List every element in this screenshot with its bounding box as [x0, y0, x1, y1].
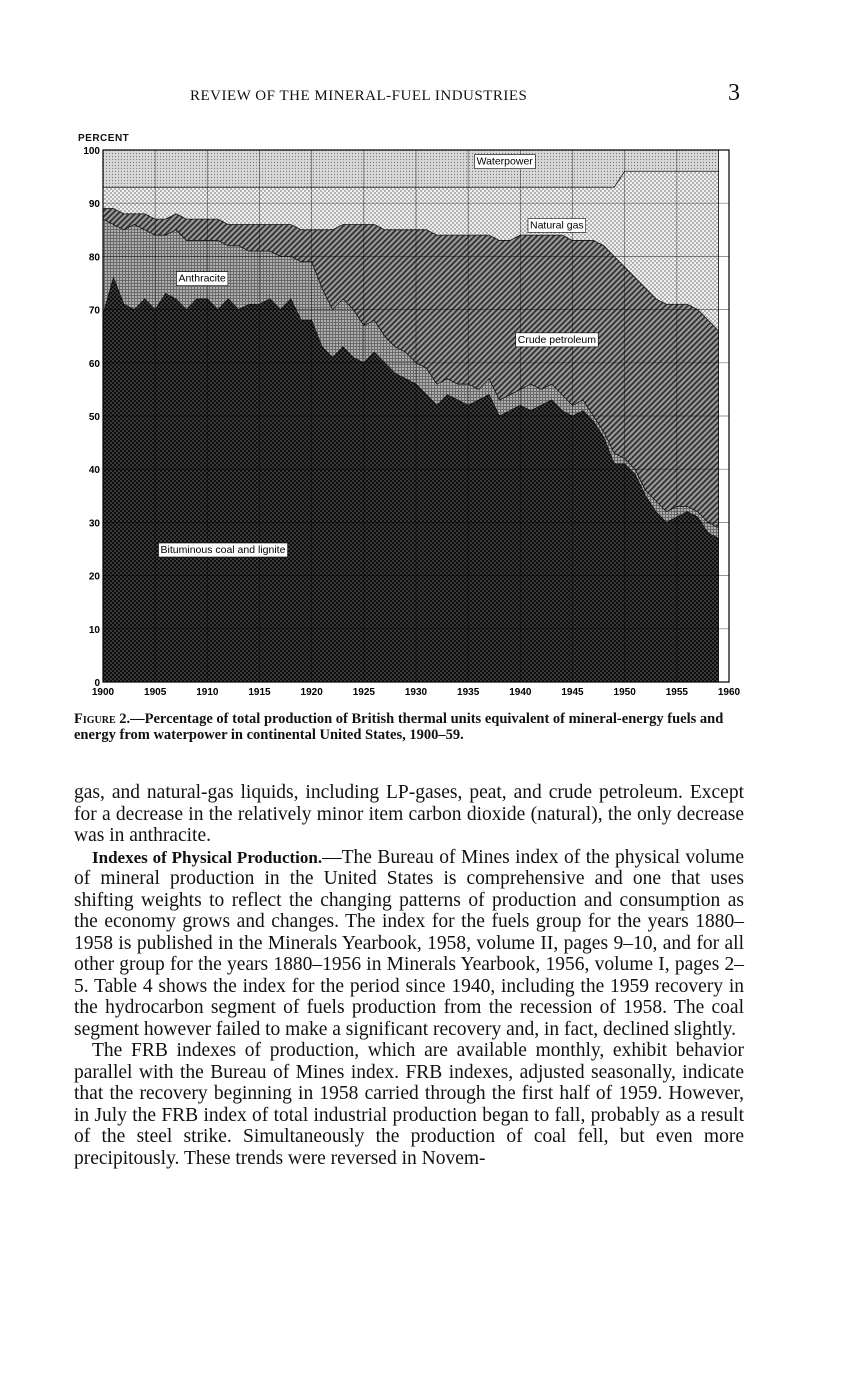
y-tick-label: 20: [88, 571, 100, 583]
figure-caption: [74, 711, 744, 743]
y-tick-label: 10: [88, 624, 100, 636]
y-tick-label: 60: [88, 358, 100, 370]
series-label: [159, 543, 288, 557]
y-tick-label: 100: [83, 146, 100, 157]
page-number: 3: [728, 80, 740, 106]
x-tick-label: 1925: [352, 687, 375, 698]
paragraph-3: The FRB indexes of production, which are available monthly, exhibit behavior parallel with the Bureau of Mines index. FRB indexes, adjusted seasonally, indicate that the recovery beginning in 1958 carried through the first half of 1959. However, in July the FRB index of total industrial production began to fall, probably as a result of the steel strike. Simultaneously the production of coal fell, but even more precipitously. These trends were reversed in Novem-: [74, 1040, 744, 1169]
y-tick-label: 30: [88, 518, 100, 530]
series-label-text: Natural gas: [529, 219, 584, 232]
y-tick-label: 50: [88, 412, 100, 423]
x-tick-label: 1940: [509, 687, 532, 698]
body-text: [74, 782, 744, 1169]
series-label-text: Bituminous coal and lignite: [160, 544, 286, 556]
x-tick-label: 1935: [457, 687, 480, 698]
x-tick-label: 1960: [717, 687, 741, 698]
running-head: REVIEW OF THE MINERAL-FUEL INDUSTRIES: [190, 88, 528, 104]
energy-share-chart: [66, 140, 766, 700]
x-tick-label: 1945: [561, 687, 584, 698]
x-tick-label: 1955: [665, 687, 688, 698]
x-tick-label: 1950: [613, 687, 636, 698]
y-tick-label: 0: [94, 678, 100, 689]
y-tick-label: 80: [88, 252, 100, 264]
y-tick-label: 70: [88, 305, 100, 317]
x-tick-label: 1915: [248, 687, 271, 698]
page-header: [190, 80, 750, 114]
series-label: [176, 272, 227, 286]
x-tick-labels: [92, 687, 741, 698]
figure-label: Figure 2.: [74, 711, 131, 727]
x-tick-label: 1900: [91, 687, 115, 698]
caption-text: —Percentage of total production of British thermal units equivalent of mineral-energy fuels and energy from waterpower in continental United States, 1900–59.: [74, 711, 724, 743]
y-axis-label: PERCENT: [78, 133, 130, 144]
series-label-text: Anthracite: [178, 272, 226, 285]
paragraph-2-text: —The Bureau of Mines index of the physical volume of mineral production in the United States is comprehensive and one that uses shifting weights to reflect the changing patterns of production and consumption as the economy grows and changes. The index for the fuels group for the years 1880–1958 is published in the Minerals Yearbook, 1958, volume II, pages 9–10, and for all other group for the years 1880–1956 in Minerals Yearbook, 1956, volume I, pages 2–5. Table 4 shows the index for the period since 1940, including the 1959 recovery in the hydrocarbon segment of fuels production from the recession of 1958. The coal segment however failed to make a significant recovery and, in fact, declined slightly.: [74, 846, 745, 1040]
paragraph-1: gas, and natural-gas liquids, including LP-gases, peat, and crude petroleum. Except for a decrease in the relatively minor item carbon dioxide (natural), the only decrease was in anthracite.: [74, 782, 744, 846]
x-tick-label: 1910: [196, 687, 219, 698]
paragraph-2-heading: Indexes of Physical Production.: [92, 847, 323, 867]
series-label: [528, 218, 586, 232]
series-label: [516, 333, 598, 347]
y-tick-label: 90: [88, 199, 100, 211]
series-label-text: Waterpower: [476, 155, 533, 168]
series-label: [475, 155, 536, 169]
x-tick-label: 1930: [404, 687, 428, 698]
x-tick-label: 1905: [144, 687, 167, 698]
y-tick-label: 40: [88, 465, 100, 477]
series-label-text: Crude petroleum: [517, 333, 596, 346]
paragraph-2: [74, 847, 744, 1041]
x-tick-label: 1920: [300, 687, 323, 698]
y-tick-labels: [83, 146, 100, 689]
